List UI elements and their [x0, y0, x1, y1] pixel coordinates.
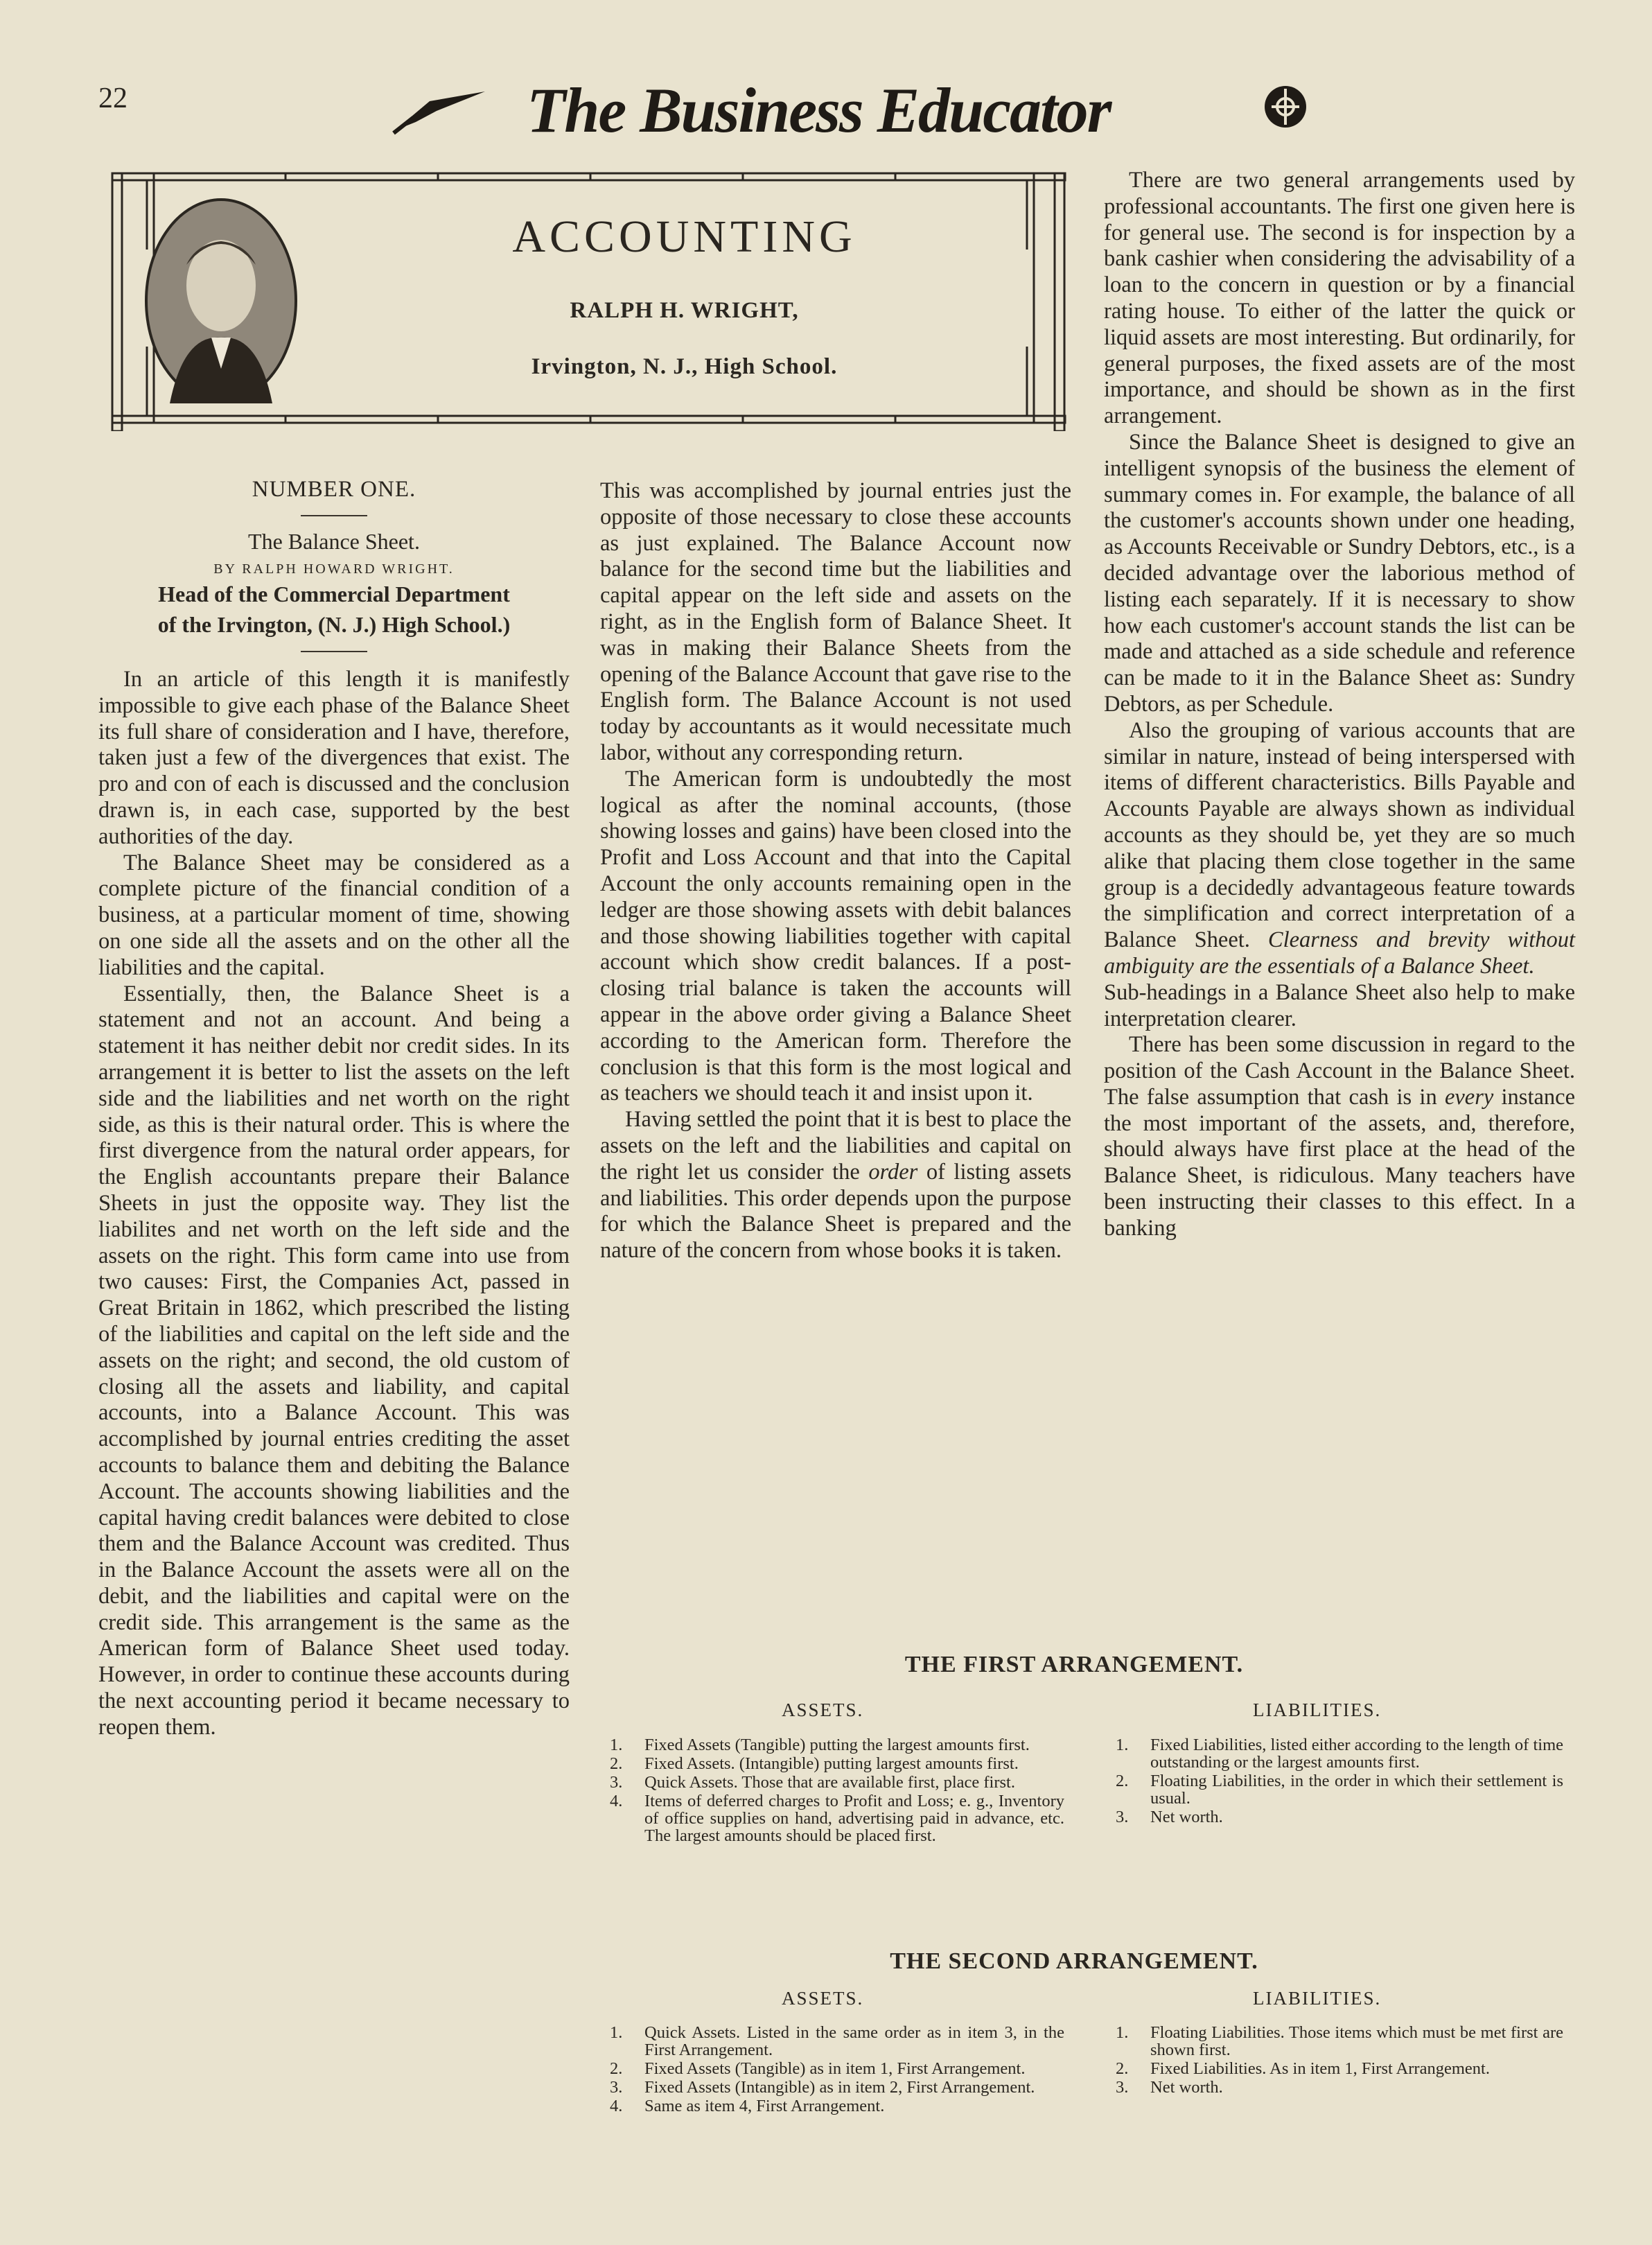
emphasis: Clearness and brevity without ambiguity are the essentials of a Balance Sheet.: [1104, 927, 1576, 979]
paragraph: [1104, 1032, 1575, 1241]
paragraph: This was accomplished by journal entries just the opposite of those necessary to close these accounts as just explained. The Balance Account now balance for the second time but the liabilities and capital appear on the left side and assets on the right, as in the English form of Balance Sheet. It was in making their Balance Sheets from the opening of the Balance Account that gave rise to the English form. The Balance Account is not used today by accountants as it would necessitate much labor, without any corresponding return.: [600, 478, 1071, 765]
list-item: 2. Floating Liabilities, in the order in which their settlement is usual.: [1116, 1772, 1563, 1808]
article-heading: [98, 477, 570, 665]
list-item: 3. Net worth.: [1116, 2078, 1223, 2097]
masthead-title: The Business Educator: [527, 75, 1111, 146]
section-title: ACCOUNTING: [512, 211, 856, 262]
article-byline: BY RALPH HOWARD WRIGHT.: [213, 561, 455, 577]
paragraph: Sub-headings in a Balance Sheet also help to make interpretation clearer.: [1104, 979, 1575, 1031]
list-item: 2. Fixed Assets (Tangible) as in item 1, First Arrangement.: [610, 2059, 1026, 2078]
list-item: 3. Quick Assets. Those that are available first, place first.: [610, 1773, 1015, 1792]
header-school: Irvington, N. J., High School.: [531, 354, 838, 379]
second-arrangement-title: THE SECOND ARRANGEMENT.: [890, 1948, 1258, 1974]
first-arrangement-title: THE FIRST ARRANGEMENT.: [904, 1652, 1244, 1677]
second-liabilities-list: [1116, 2024, 1563, 2097]
article-column-3: [1104, 168, 1575, 1242]
paragraph: The American form is undoubtedly the most logical as after the nominal accounts, (those showing losses and gains) have been closed into the Profit and Loss Account and that into the Capital Account the only accounts remaining open in the ledger are those showing assets with debit balances and those showing liabilities together with capital account which show credit balances. If a post-closing trial balance is taken the accounts will appear in the above order giving a Balance Sheet according to the American form. Therefore the conclusion is that this form is the most logical and as teachers we should teach it and insist upon it.: [600, 766, 1071, 1106]
first-assets-list: [610, 1736, 1064, 1846]
second-assets-list: [610, 2024, 1064, 2116]
paragraph: In an article of this length it is manifestly impossible to give each phase of the Balance Sheet its full share of consideration and I have, therefore, taken just a few of the divergences that exist. The pro and con of each is discussed and the conclusion drawn is, in each case, supported by the best authorities of the day.: [98, 667, 570, 849]
emphasis: order: [868, 1159, 918, 1185]
paragraph: There are two general arrangements used by professional accountants. The first one given here is for general use. The second is for inspection by a bank cashier when considering the advisability of a loan to the concern in question or by a financial rating house. To either of the latter the quick or liquid assets are most interesting. But ordinarily, for general purposes, the fixed assets are of the most importance, and should be shown as in the first arrangement.: [1104, 168, 1575, 429]
article-affiliation-1: Head of the Commercial Department: [158, 582, 510, 606]
second-assets-heading: ASSETS.: [782, 1988, 864, 2009]
paragraph: [1104, 718, 1575, 980]
first-assets-heading: ASSETS.: [782, 1700, 864, 1720]
masthead: [388, 67, 1317, 146]
paragraph: The Balance Sheet may be considered as a complete picture of the financial condition of a business, at a particular moment of time, showing on one side all the assets and on the other all the liabilities and the capital.: [98, 850, 570, 980]
article-affiliation-2: of the Irvington, (N. J.) High School.): [157, 612, 511, 637]
list-item: 4. Same as item 4, First Arrangement.: [610, 2097, 885, 2115]
paragraph: [600, 1107, 1071, 1264]
text-run: instance the most important of the assets, and, therefore, should always have first place at the head of the Balance Sheet, is ridiculous. Many teachers have been instructing their classes to this effect. In a banking: [1104, 1084, 1576, 1241]
list-item: 1. Fixed Assets (Tangible) putting the largest amounts first.: [610, 1736, 1030, 1754]
text-run: Having settled the point that it is best to place the assets on the left and the liabilities and capital on the right let us consider the: [600, 1107, 1071, 1185]
article-column-1: [98, 667, 570, 1741]
ornament-emblem-icon: [1258, 79, 1313, 134]
text-run: Also the grouping of various accounts that are similar in nature, instead of being interspersed with items of different characteristics. Bills Payable and Accounts Payable are always shown as individual accounts as they should be, yet they are so much alike that placing them close together in the same group is a decidedly advantageous feature towards the simplification and correct interpretation of a Balance Sheet.: [1104, 717, 1575, 953]
emphasis: every: [1444, 1084, 1494, 1110]
list-item: 2. Fixed Liabilities. As in item 1, First Arrangement.: [1116, 2059, 1490, 2078]
list-item: 4. Items of deferred charges to Profit and Loss; e. g., Inventory of office supplies on hand, advertising paid in advance, etc. The largest amounts should be placed first.: [610, 1792, 1064, 1845]
first-liabilities-heading: LIABILITIES.: [1253, 1700, 1382, 1720]
list-item: 1. Floating Liabilities. Those items which must be met first are shown first.: [1116, 2023, 1563, 2059]
list-item: 3. Net worth.: [1116, 1808, 1223, 1826]
list-item: 3. Fixed Assets (Intangible) as in item 2, First Arrangement.: [610, 2078, 1035, 2097]
header-author: RALPH H. WRIGHT,: [570, 298, 799, 323]
list-item: 2. Fixed Assets. (Intangible) putting largest amounts first.: [610, 1754, 1019, 1773]
header-title-box: [326, 175, 1043, 424]
list-item: 1. Fixed Liabilities, listed either according to the length of time outstanding or the largest amounts first.: [1116, 1736, 1564, 1772]
paragraph: Essentially, then, the Balance Sheet is a statement and not an account. And being a statement it has neither debit nor credit sides. In its arrangement it is better to list the assets on the left side and the liabilities and net worth on the right side, as this is their natural order. This is where the first divergence from the natural order appears, for the English accountants prepare their Balance Sheets in just the opposite way. They list the liabilites and net worth on the left side and the assets on the right. This form came into use from two causes: First, the Companies Act, passed in Great Britain in 1862, which prescribed the listing of the liabilities and capital on the left side and the assets on the right; and second, the old custom of closing all the assets and liability, and capital accounts, into a Balance Account. This was accomplished by journal entries crediting the asset accounts to balance them and debiting the Balance Account. The accounts showing liabilities and the capital having credit balances were debited to close them and the Balance Account was credited. Thus in the Balance Account the assets were all on the debit, and the liabilities and capital were on the credit side. This arrangement is the same as the American form of Balance Sheet used today. However, in order to continue these accounts during the next accounting period it became necessary to reopen them.: [98, 981, 570, 1740]
second-liabilities-heading: LIABILITIES.: [1253, 1988, 1382, 2009]
divider: [301, 651, 367, 652]
divider: [301, 515, 367, 516]
article-number: NUMBER ONE.: [252, 477, 416, 502]
text-run: of listing assets and liabilities. This order depends upon the purpose for which the Balance Sheet is prepared and the nature of the concern from whose books it is taken.: [600, 1159, 1072, 1264]
text-run: There has been some discussion in regard to the position of the Cash Account in the Balance Sheet. The false assumption that cash is in: [1104, 1032, 1575, 1110]
list-item: 1. Quick Assets. Listed in the same order as in item 3, in the First Arrangement.: [610, 2023, 1064, 2059]
first-liabilities-list: [1116, 1736, 1563, 1827]
article-title: The Balance Sheet.: [248, 529, 420, 554]
paragraph: Since the Balance Sheet is designed to give an intelligent synopsis of the business the element of summary comes in. For example, the balance of all the customer's accounts shown under one heading, as Accounts Receivable or Sundry Debtors, etc., is a decided advantage over the laborious method of listing each separately. If it is necessary to show how each customer's account stands the list can be made and attached as a side schedule and reference can be made to it in the Balance Sheet as: Sundry Debtors, as per Schedule.: [1104, 429, 1575, 717]
article-column-2: [600, 478, 1071, 1264]
page-number: 22: [98, 82, 128, 114]
quill-pen-icon: [388, 87, 492, 136]
author-portrait: [142, 195, 300, 407]
